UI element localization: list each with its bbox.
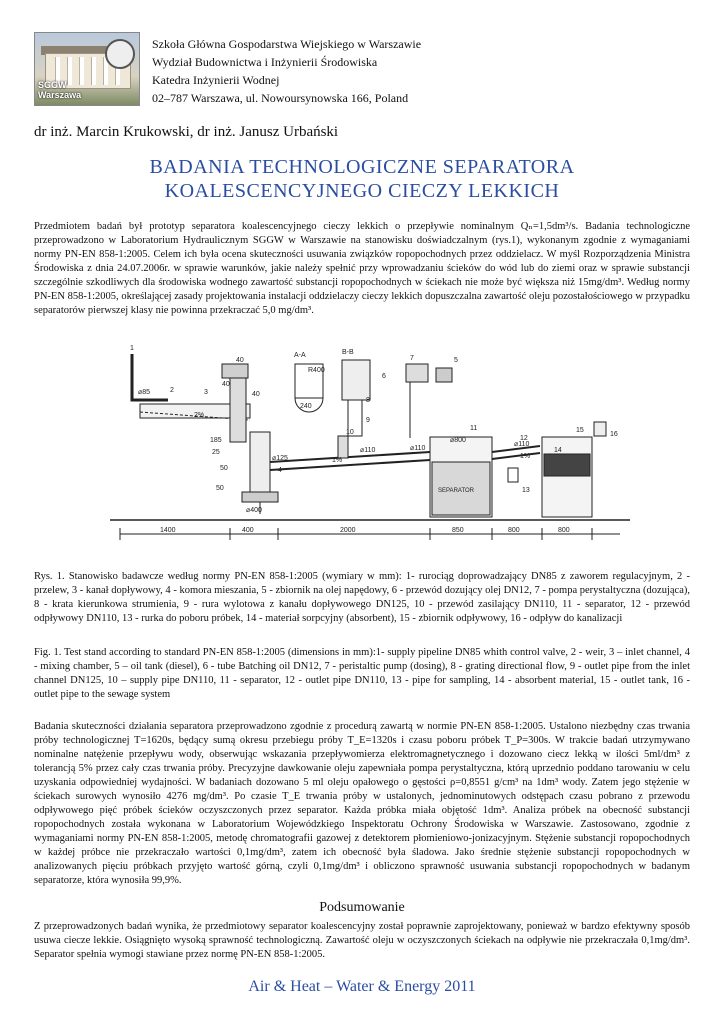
pipe-label: ⌀110 [360,447,376,454]
footer-conference: Air & Heat – Water & Energy 2011 [248,978,476,995]
title-line: BADANIA TECHNOLOGICZNE SEPARATORA [149,156,575,178]
section-label: A-A [294,352,306,359]
dimension-label: 2000 [340,527,356,534]
small-dimension: 50 [216,485,224,492]
separator-label: SEPARATOR [438,488,475,494]
summary-heading: Podsumowanie [319,900,405,915]
part-number: 12 [520,435,528,442]
logo-text [38,80,81,100]
logo-text-line: Warszawa [38,90,82,100]
part-number: 1 [130,345,134,352]
institution-line: Szkoła Główna Gospodarstwa Wiejskiego w Warszawie [152,37,422,51]
part-number: 5 [454,357,458,364]
page-title [34,155,690,203]
part-number: 10 [346,429,354,436]
institution-block [152,35,421,107]
dimension-label: 1400 [160,527,176,534]
dimension-label: 850 [452,527,464,534]
part-number: 13 [522,487,530,494]
slope-label: 2% [194,412,205,419]
summary-paragraph: Z przeprowadzonych badań wynika, że przedmiotowy separator koalescencyjny został poprawnie zaprojektowany, ponieważ w bardzo efektywny sposób usuwa ciecze lekkie. Osiągnięto wysoką sprawność technologiczną. Zawartość oleju w oczyszczonych ściekach na odpływie nie przekraczała 0,1mg/dm³. Separator spełnia wymogi stawiane przez normę PN-EN 858-1:2005. [34,921,690,960]
figure-caption-english: Fig. 1. Test stand according to standard PN-EN 858-1:2005 (dimensions in mm):1- supply pipeline DN85 whith control valve, 2 - weir, 3 – inlet channel, 4 - mixing chamber, 5 – oil tank (diesel), 6 - tube Batching oil DN12, 7 - peristaltic pump (dosing), 8 - grating directional flow, 9 - outlet pipe from the inlet channel DN125, 10 – supply pipe DN110, 11 - separator, 12 - outlet pipe DN110, 13 - pipe for sampling, 14 - absorbent material, 15 - outlet tank, 16 - outlet pipe to the sewage system [34,647,690,700]
pipe-label: ⌀110 [514,441,530,448]
dimension-label: 800 [508,527,520,534]
small-dimension: 40 [222,381,230,388]
slope-label: 1% [332,457,343,464]
institution-line: Katedra Inżynierii Wodnej [152,73,280,87]
section-label: B-B [342,349,354,356]
pipe-label: ⌀110 [410,445,426,452]
small-dimension: 50 [220,465,228,472]
test-stand-drawing [110,342,630,552]
part-number: 3 [204,389,208,396]
pipe-label: ⌀85 [138,389,151,396]
part-number: 9 [366,417,370,424]
radius-label: R400 [308,367,325,374]
figure-caption-polish: Rys. 1. Stanowisko badawcze według normy PN-EN 858-1:2005 (wymiary w mm): 1- rurociąg doprowadzający DN85 z zaworem regulacyjnym, 2 - przelew, 3 - kanał dopływowy, 4 - komora mieszania, 5 - zbiornik na olej napędowy, 6 - przewód dozujący olej DN12, 7 - pompa perystaltyczna (dozująca), 8 - krata kierunkowa strumienia, 9 - rura wylotowa z kanału dopływowego DN125, 10 - przewód zasilający DN110, 11 - separator, 12 - przewód odpływowy DN110, 13 - rurka do poboru próbek, 14 - materiał sorpcyjny (absorbent), 15 - zbiornik odpływowy, 16 - odpływ do kanalizacji [34,571,690,624]
small-dimension: 185 [210,437,222,444]
institution-line: 02–787 Warszawa, ul. Nowoursynowska 166, Poland [152,91,409,105]
part-number: 15 [576,427,584,434]
part-number: 6 [382,373,386,380]
pipe-label: ⌀125 [272,455,288,462]
small-dimension: 40 [236,357,244,364]
logo-text-line: SGGW [38,80,67,90]
slope-label: 1% [520,453,531,460]
dimension-label: 800 [558,527,570,534]
dimension-label: 400 [242,527,254,534]
part-number: 2 [170,387,174,394]
small-dimension: 240 [300,403,312,410]
part-number: 11 [470,425,478,432]
small-dimension: 25 [212,449,220,456]
title-line: KOALESCENCYJNEGO CIECZY LEKKICH [164,180,560,202]
university-logo [34,32,140,106]
pipe-label: ⌀800 [450,437,466,444]
seal-icon [105,39,135,69]
part-number: 8 [366,397,370,404]
pipe-label: ⌀400 [246,507,262,514]
authors: dr inż. Marcin Krukowski, dr inż. Janusz Urbański [34,124,339,140]
institution-line: Wydział Budownictwa i Inżynierii Środowiska [152,55,378,69]
part-number: 4 [278,467,282,474]
method-paragraph: Badania skuteczności działania separatora przeprowadzono zgodnie z procedurą zawartą w normie PN-EN 858-1:2005. Ustalono niezbędny czas trwania próby technologicznej T=1620s, będący sumą okresu przebiegu próby T_E=1320s i czasu poboru próbek T_P=300s. W trakcie badań utrzymywano nominalne natężenie przepływu wody, obserwując wskazania przepływomierza elektromagnetycznego i dozowano ciecz lekką w ilości 5ml/dm³ z tolerancją 5% przez cały czas trwania próby. Precyzyjne dawkowanie oleju zapewniała pompa perystaltyczna, którą uprzednio poddano tarowaniu w celu uzyskania odpowiedniej wydajności. W badaniach dozowano 5 ml oleju opałowego o gęstości ρ=0,8551 g/cm³ na 1dm³ wody. Zatem jego stężenie w ściekach surowych wynosiło 4276 mg/dm³. Po czasie T_E trwania próby w ustalonych, jednominutowych odstępach czasu pobrano z przewodu odpływowego pięć próbek ścieków oczyszczonych przez separator. Każda próbka miała objętość 1dm³. Analiza próbek na obecność substancji ropopochodnych została wykonana w Laboratorium Wojewódzkiego Inspektoratu Ochrony Środowiska w Warszawie. Zastosowano, zgodnie z wymaganiami normy PN-EN 858-1:2005, metodę chromatografii gazowej z detektorem płomieniowo-jonizacyjnym. Stężenie substancji ropopochodnych w każdej próbce nie przekraczało wartości 0,1mg/dm³, zatem ich obecność była śladowa. Jako średnie stężenie substancji ropopochodnych w analizowanych pięciu próbkach przyjęto wartość górną, czyli 0,1mg/dm³ i obliczono sprawność usuwania substancji ropopochodnych w badanym separatorze, która wynosiła 99,9%. [34,721,690,886]
intro-paragraph: Przedmiotem badań był prototyp separatora koalescencyjnego cieczy lekkich o przepływie nominalnym Qₙ=1,5dm³/s. Badania technologiczne przeprowadzono w Laboratorium Hydraulicznym SGGW w Warszawie na stanowisku doświadczalnym (rys.1), wykonanym zgodnie z wymaganiami normy PN-EN 858-1:2005. Celem ich była ocena skuteczności usuwania związków ropopochodnych przez oddzielacz. W myśl Rozporządzenia Ministra Środowiska z dnia 24.07.2006r. w sprawie warunków, jakie należy spełnić przy wprowadzaniu ścieków do wód lub do ziemi oraz w sprawie substancji szczególnie szkodliwych dla środowiska wodnego zawartość substancji ropopochodnych w ściekach nie może być większa niż 15mg/dm³. Według normy PN-EN 858-1:2005, określającej zasady projektowania instalacji oddzielaczy cieczy lekkich dopuszczalna zawartość oleju pozostałościowego w przypadku separatorów pierwszej klasy nie powinna przekraczać 5,0 mg/dm³. [34,221,690,316]
small-dimension: 40 [252,391,260,398]
part-number: 14 [554,447,562,454]
part-number: 16 [610,431,618,438]
part-number: 7 [410,355,414,362]
